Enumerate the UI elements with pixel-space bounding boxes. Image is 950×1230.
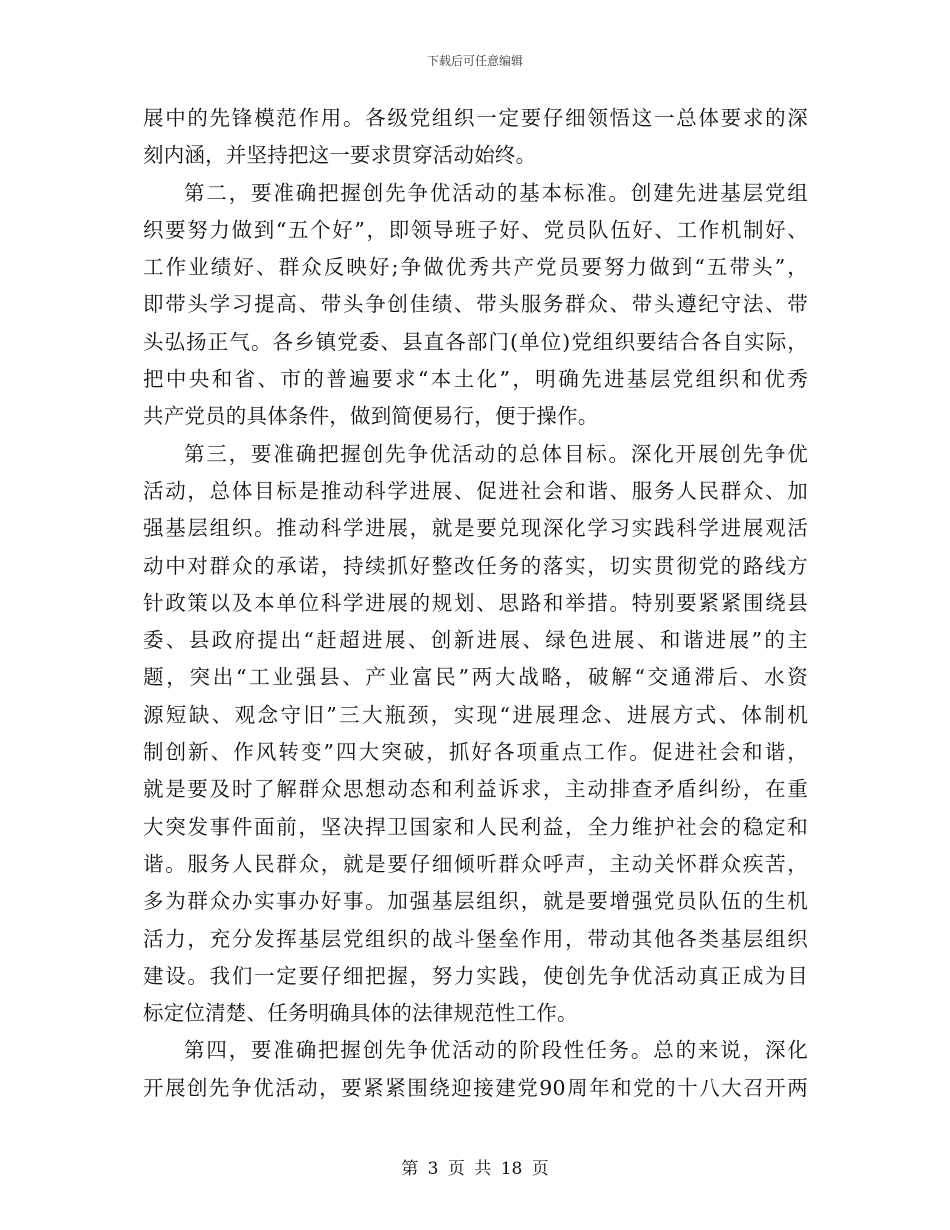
- text-line: 谐。服务人民群众，就是要仔细倾听群众呼声，主动关怀群众疾苦，: [143, 851, 808, 876]
- text-line: 就是要及时了解群众思想动态和利益诉求，主动排查矛盾纠纷，在重: [143, 777, 808, 802]
- text-line: 活动，总体目标是推动科学进展、促进社会和谐、服务人民群众、加: [143, 478, 808, 503]
- text-line: 题，突出“工业强县、产业富民”两大战略，破解“交通滞后、水资: [143, 665, 808, 690]
- text-line: 共产党员的具体条件，做到简便易行，便于操作。: [143, 404, 599, 429]
- paragraph-third-point: [143, 436, 808, 1033]
- text-line: 建设。我们一定要仔细把握，努力实践，使创先争优活动真正成为目: [143, 963, 808, 988]
- text-line: 即带头学习提高、带头争创佳绩、带头服务群众、带头遵纪守法、带: [143, 292, 808, 317]
- text-line: 多为群众办实事办好事。加强基层组织，就是要增强党员队伍的生机: [143, 889, 808, 914]
- page-header-note: 下载后可任意编辑: [426, 54, 523, 68]
- document-body: [143, 100, 808, 1107]
- paragraph-continuation: [143, 100, 808, 175]
- text-line: 头弘扬正气。各乡镇党委、县直各部门(单位)党组织要结合各自实际，: [143, 329, 808, 354]
- text-line: 第四，要准确把握创先争优活动的阶段性任务。总的来说，深化: [184, 1038, 808, 1063]
- text-line: 工作业绩好、群众反映好;争做优秀共产党员要努力做到“五带头”，: [143, 255, 808, 280]
- paragraph-fourth-point: [143, 1032, 808, 1107]
- text-line: 针政策以及本单位科学进展的规划、思路和举措。特别要紧紧围绕县: [143, 590, 808, 615]
- text-line: 标定位清楚、任务明确具体的法律规范性工作。: [143, 1001, 578, 1026]
- text-line: 把中央和省、市的普遍要求“本土化”，明确先进基层党组织和优秀: [143, 367, 808, 392]
- text-line: 动中对群众的承诺，持续抓好整改任务的落实，切实贯彻党的路线方: [143, 553, 808, 578]
- text-line: 委、县政府提出“赶超进展、创新进展、绿色进展、和谐进展”的主: [143, 628, 808, 653]
- text-line: 展中的先锋模范作用。各级党组织一定要仔细领悟这一总体要求的深: [143, 106, 808, 130]
- page-number-footer: 第 3 页 共 18 页: [401, 1159, 549, 1179]
- text-line: 活力，充分发挥基层党组织的战斗堡垒作用，带动其他各类基层组织: [143, 926, 808, 951]
- text-line: 第三，要准确把握创先争优活动的总体目标。深化开展创先争优: [184, 441, 808, 466]
- text-line: 制创新、作风转变”四大突破，抓好各项重点工作。促进社会和谐，: [143, 740, 808, 765]
- text-line: 源短缺、观念守旧”三大瓶颈，实现“进展理念、进展方式、体制机: [143, 702, 808, 727]
- text-line: 织要努力做到“五个好”，即领导班子好、党员队伍好、工作机制好、: [143, 217, 808, 242]
- text-line: 开展创先争优活动，要紧紧围绕迎接建党90周年和党的十八大召开两: [143, 1075, 808, 1100]
- text-line: 强基层组织。推动科学进展，就是要兑现深化学习实践科学进展观活: [143, 516, 808, 541]
- text-line: 第二，要准确把握创先争优活动的基本标准。创建先进基层党组: [184, 180, 808, 205]
- text-line: 大突发事件面前，坚决捍卫国家和人民利益，全力维护社会的稳定和: [143, 814, 808, 839]
- paragraph-second-point: [143, 175, 808, 436]
- text-line: 刻内涵，并坚持把这一要求贯穿活动始终。: [143, 143, 537, 168]
